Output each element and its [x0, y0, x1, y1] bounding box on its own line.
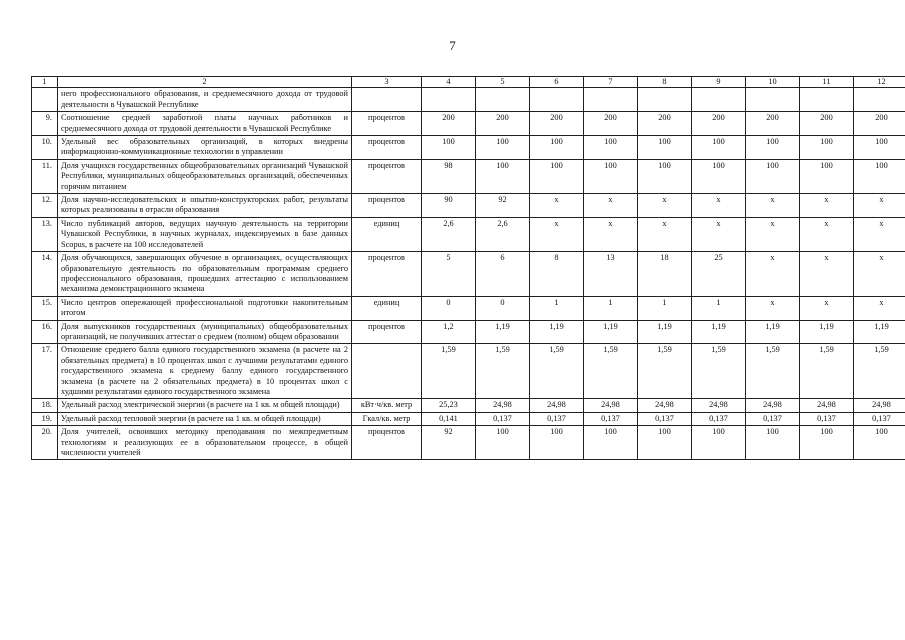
indicator-value: 0,137	[692, 412, 746, 425]
indicator-value: х	[800, 217, 854, 251]
indicator-value: 0,137	[530, 412, 584, 425]
indicator-value: 1,19	[854, 320, 905, 344]
indicator-value: 25	[692, 252, 746, 297]
indicator-value: 24,98	[746, 399, 800, 412]
indicator-value: 100	[638, 159, 692, 193]
row-number: 11.	[32, 159, 58, 193]
indicator-value: 100	[476, 136, 530, 160]
indicator-value: 92	[422, 426, 476, 460]
indicator-value: 1,59	[800, 344, 854, 399]
column-header: 7	[584, 77, 638, 88]
indicator-value: 200	[800, 112, 854, 136]
unit-of-measure: процентов	[352, 252, 422, 297]
unit-of-measure: процентов	[352, 320, 422, 344]
column-header: 10	[746, 77, 800, 88]
unit-of-measure: процентов	[352, 426, 422, 460]
table-row	[32, 320, 905, 344]
row-number: 9.	[32, 112, 58, 136]
indicator-value: 1,59	[638, 344, 692, 399]
indicator-description: Доля выпускников государственных (муниципальных) общеобразовательных организаций, не получивших аттестат о среднем (полном) общем образовании	[58, 320, 352, 344]
column-header: 4	[422, 77, 476, 88]
unit-of-measure: кВт·ч/кв. метр	[352, 399, 422, 412]
indicator-value: х	[584, 194, 638, 218]
table-row	[32, 399, 905, 412]
indicator-value: х	[854, 217, 905, 251]
indicator-value: 100	[692, 426, 746, 460]
indicator-description: Доля обучающихся, завершающих обучение в организациях, осуществляющих образовательную деятельность по образовательным программам среднего профессионального образования, прошедших аттестацию с использованием механизма демонстрационного экзамена	[58, 252, 352, 297]
indicator-value: 1,59	[422, 344, 476, 399]
indicator-value: 13	[584, 252, 638, 297]
indicator-value: 2,6	[422, 217, 476, 251]
indicator-value: 100	[746, 136, 800, 160]
indicator-value: 200	[584, 112, 638, 136]
indicator-value: 200	[476, 112, 530, 136]
indicator-description: Соотношение средней заработной платы научных работников и среднемесячного дохода от трудовой деятельности в Чувашской Республике	[58, 112, 352, 136]
unit-of-measure	[352, 88, 422, 112]
indicator-value: 24,98	[584, 399, 638, 412]
indicator-value: х	[854, 252, 905, 297]
indicator-value: 100	[530, 426, 584, 460]
unit-of-measure: процентов	[352, 159, 422, 193]
indicator-value: 100	[476, 159, 530, 193]
indicator-value: 100	[530, 136, 584, 160]
indicator-value: 100	[854, 159, 905, 193]
indicator-value	[476, 88, 530, 112]
indicator-value: 5	[422, 252, 476, 297]
indicator-value: 1,19	[530, 320, 584, 344]
indicator-value: 24,98	[476, 399, 530, 412]
indicator-value: 98	[422, 159, 476, 193]
indicator-value	[530, 88, 584, 112]
indicator-value: 1,19	[746, 320, 800, 344]
table-row	[32, 159, 905, 193]
indicator-value: 2,6	[476, 217, 530, 251]
indicator-value: х	[584, 217, 638, 251]
indicator-value: 1	[530, 296, 584, 320]
indicator-value: 100	[692, 159, 746, 193]
unit-of-measure: процентов	[352, 136, 422, 160]
indicator-value: х	[854, 296, 905, 320]
row-number: 17.	[32, 344, 58, 399]
table-row	[32, 88, 905, 112]
indicator-value: 100	[638, 136, 692, 160]
indicator-value: 100	[530, 159, 584, 193]
indicator-value: 6	[476, 252, 530, 297]
row-number	[32, 88, 58, 112]
indicator-value: х	[746, 296, 800, 320]
indicator-description: Число центров опережающей профессиональной подготовки накопительным итогом	[58, 296, 352, 320]
table-row	[32, 296, 905, 320]
indicator-value: 24,98	[692, 399, 746, 412]
column-header: 5	[476, 77, 530, 88]
indicator-value: 1,59	[584, 344, 638, 399]
indicator-value: 18	[638, 252, 692, 297]
indicator-value: 25,23	[422, 399, 476, 412]
indicator-value: 0,137	[800, 412, 854, 425]
indicator-value: 200	[530, 112, 584, 136]
indicator-value: 92	[476, 194, 530, 218]
unit-of-measure: единиц	[352, 296, 422, 320]
indicator-value: х	[746, 217, 800, 251]
indicator-value	[854, 88, 905, 112]
column-header: 12	[854, 77, 905, 88]
indicator-value: 1,19	[584, 320, 638, 344]
unit-of-measure	[352, 344, 422, 399]
indicator-value	[584, 88, 638, 112]
indicator-value: 1,19	[638, 320, 692, 344]
indicator-value: х	[800, 194, 854, 218]
indicator-description: Удельный вес образовательных организаций, в которых внедрены информационно-коммуникационные технологии в управлении	[58, 136, 352, 160]
indicator-value: 100	[692, 136, 746, 160]
table-row	[32, 412, 905, 425]
table-row	[32, 217, 905, 251]
indicator-value: 1,59	[854, 344, 905, 399]
indicator-value: 1	[584, 296, 638, 320]
indicator-value: 100	[422, 136, 476, 160]
row-number: 13.	[32, 217, 58, 251]
column-header: 2	[58, 77, 352, 88]
indicator-value: 1,19	[476, 320, 530, 344]
indicator-value: 100	[854, 426, 905, 460]
indicator-description: Доля учителей, освоивших методику преподавания по межпредметным технологиям и реализующих ее в образовательном процессе, в общей численности учителей	[58, 426, 352, 460]
column-header: 9	[692, 77, 746, 88]
row-number: 16.	[32, 320, 58, 344]
unit-of-measure: Гкал/кв. метр	[352, 412, 422, 425]
indicator-value: 0,137	[584, 412, 638, 425]
indicator-value: 0,137	[854, 412, 905, 425]
table-row	[32, 426, 905, 460]
indicator-description: Отношение среднего балла единого государственного экзамена (в расчете на 2 обязательных предмета) в 10 процентах школ с лучшими результатами единого государственного экзамена к среднему баллу единого государственного экзамена (в расчете на 2 обязательных предмета) в 10 процентах школ с худшими результатами единого государственного экзамена	[58, 344, 352, 399]
indicator-value: х	[692, 194, 746, 218]
indicator-value: 1,59	[692, 344, 746, 399]
row-number: 18.	[32, 399, 58, 412]
indicator-value: 100	[584, 426, 638, 460]
indicator-value: 200	[422, 112, 476, 136]
indicator-description: Доля научно-исследовательских и опытно-конструкторских работ, результаты которых реализованы в отрасли образования	[58, 194, 352, 218]
column-header: 3	[352, 77, 422, 88]
indicator-description: Удельный расход тепловой энергии (в расчете на 1 кв. м общей площади)	[58, 412, 352, 425]
unit-of-measure: процентов	[352, 112, 422, 136]
indicator-value: 200	[638, 112, 692, 136]
indicator-value: 1	[638, 296, 692, 320]
indicator-value: 24,98	[800, 399, 854, 412]
indicator-value	[746, 88, 800, 112]
indicator-value: 24,98	[854, 399, 905, 412]
indicator-description: Число публикаций авторов, ведущих научную деятельность на территории Чувашской Республики, в научных журналах, индексируемых в базе данных Scopus, в расчете на 100 исследователей	[58, 217, 352, 251]
indicator-value: х	[530, 217, 584, 251]
indicator-value: 24,98	[530, 399, 584, 412]
indicator-value: 1	[692, 296, 746, 320]
indicator-value: х	[638, 217, 692, 251]
column-header: 8	[638, 77, 692, 88]
indicator-value: 24,98	[638, 399, 692, 412]
indicator-value: 100	[800, 159, 854, 193]
indicator-value: х	[800, 296, 854, 320]
indicator-value: 90	[422, 194, 476, 218]
column-header: 1	[32, 77, 58, 88]
indicator-value: 100	[854, 136, 905, 160]
indicator-value: 1,59	[476, 344, 530, 399]
row-number: 10.	[32, 136, 58, 160]
indicator-value: 0,137	[746, 412, 800, 425]
indicator-value: 200	[692, 112, 746, 136]
indicator-value: 0	[476, 296, 530, 320]
indicator-value: х	[800, 252, 854, 297]
indicator-value: 0,137	[476, 412, 530, 425]
row-number: 20.	[32, 426, 58, 460]
indicator-description: него профессионального образования, и среднемесячного дохода от трудовой деятельности в Чувашской Республике	[58, 88, 352, 112]
page-number: 7	[449, 38, 456, 53]
table-row	[32, 194, 905, 218]
indicator-value: х	[530, 194, 584, 218]
column-header: 6	[530, 77, 584, 88]
indicator-value: 1,19	[800, 320, 854, 344]
indicator-value: 1,59	[530, 344, 584, 399]
indicator-description: Удельный расход электрической энергии (в расчете на 1 кв. м общей площади)	[58, 399, 352, 412]
table-row	[32, 112, 905, 136]
indicator-value	[800, 88, 854, 112]
row-number: 19.	[32, 412, 58, 425]
indicator-value	[638, 88, 692, 112]
indicator-value: 200	[746, 112, 800, 136]
indicator-value: 1,19	[692, 320, 746, 344]
indicator-value: 100	[800, 136, 854, 160]
indicators-table	[31, 76, 905, 460]
indicator-value: 100	[476, 426, 530, 460]
indicator-value: 0,141	[422, 412, 476, 425]
indicator-value: 100	[584, 136, 638, 160]
table-row	[32, 136, 905, 160]
indicator-value: 1,59	[746, 344, 800, 399]
indicator-value: х	[854, 194, 905, 218]
table-row	[32, 252, 905, 297]
row-number: 14.	[32, 252, 58, 297]
indicator-value: х	[638, 194, 692, 218]
indicator-value: 100	[800, 426, 854, 460]
indicator-value: х	[746, 194, 800, 218]
indicator-value: 0	[422, 296, 476, 320]
column-header: 11	[800, 77, 854, 88]
indicator-value: 100	[746, 159, 800, 193]
indicator-value: 0,137	[638, 412, 692, 425]
row-number: 15.	[32, 296, 58, 320]
table-row	[32, 344, 905, 399]
unit-of-measure: единиц	[352, 217, 422, 251]
indicator-description: Доля учащихся государственных общеобразовательных организаций Чувашской Республики, муниципальных общеобразовательных организаций, обеспеченных горячим питанием	[58, 159, 352, 193]
indicator-value: 100	[638, 426, 692, 460]
indicator-value: 1,2	[422, 320, 476, 344]
table-header-row	[32, 77, 905, 88]
indicator-value	[692, 88, 746, 112]
indicator-value: 100	[746, 426, 800, 460]
indicator-value: х	[746, 252, 800, 297]
row-number: 12.	[32, 194, 58, 218]
indicator-value: 8	[530, 252, 584, 297]
indicator-value: х	[692, 217, 746, 251]
unit-of-measure: процентов	[352, 194, 422, 218]
indicator-value: 100	[584, 159, 638, 193]
indicator-value: 200	[854, 112, 905, 136]
indicator-value	[422, 88, 476, 112]
